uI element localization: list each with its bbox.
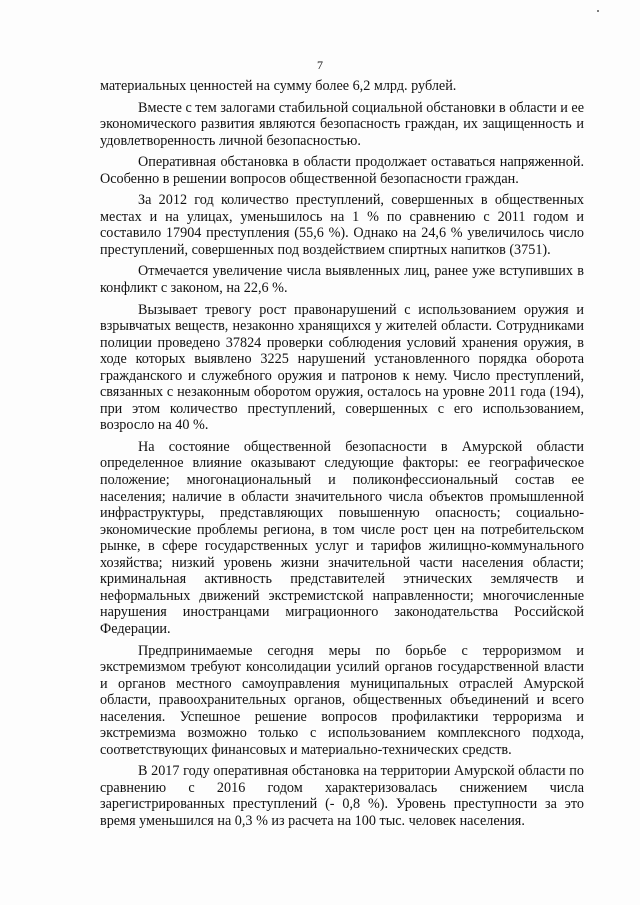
page-number: 7: [317, 58, 323, 72]
paragraph-2: Вместе с тем залогами стабильной социальной обстановки в области и ее экономического развития являются безопасность граждан, их защищенность и удовлетворенность личной безопасностью.: [100, 99, 584, 149]
paragraph-8: Предпринимаемые сегодня меры по борьбе с терроризмом и экстремизмом требуют консолидации усилий органов государственной власти и органов местного самоуправления муниципальных отраслей Амурской области, правоохранительных органов, общественных объединений и всего населения. Успешное решение вопросов профилактики терроризма и экстремизма возможно только с использованием комплексного подхода, соответствующих финансовых и материально-технических средств.: [100, 642, 584, 758]
paragraph-6: Вызывает тревогу рост правонарушений с использованием оружия и взрывчатых веществ, незаконно хранящихся у жителей области. Сотрудниками полиции проведено 37824 проверки соблюдения условий хранения оружия, в ходе которых выявлено 3225 нарушений установленного порядка оборота гражданского и служебного оружия и патронов к нему. Число преступлений, связанных с незаконным оборотом оружия, осталось на уровне 2011 года (194), при этом количество преступлений, совершенных с его использованием, возросло на 40 %.: [100, 301, 584, 434]
paragraph-9: В 2017 году оперативная обстановка на территории Амурской области по сравнению с 2016 годом характеризовалась снижением числа зарегистрированных преступлений (- 0,8 %). Уровень преступности за это время уменьшился на 0,3 % из расчета на 100 тыс. человек населения.: [100, 763, 584, 829]
paragraph-5: Отмечается увеличение числа выявленных лиц, ранее уже вступивших в конфликт с законом, на 22,6 %.: [100, 263, 584, 297]
paragraph-3: Оперативная обстановка в области продолжает оставаться напряженной. Особенно в решении вопросов общественной безопасности граждан.: [100, 154, 584, 187]
scan-speck: [597, 10, 599, 12]
paragraph-7: На состояние общественной безопасности в Амурской области определенное влияние оказывают следующие факторы: ее географическое положение; многонациональный и поликонфессиональный состав ее населения; наличие в области значительного числа объектов промышленной инфраструктуры, представляющих повышенную опасность; социально-экономические проблемы региона, в том числе рост цен на потребительском рынке, в сфере государственных услуг и тарифов жилищно-коммунального хозяйства; низкий уровень жизни значительной части населения области; криминальная активность представителей этнических землячеств и неформальных движений экстремистской направленности; многочисленные нарушения иностранцами миграционного законодательства Российской Федерации.: [100, 438, 584, 637]
body-text: [100, 78, 584, 835]
paragraph-4: За 2012 год количество преступлений, совершенных в общественных местах и на улицах, уменьшилось на 1 % по сравнению с 2011 годом и составило 17904 преступления (55,6 %). Однако на 24,6 % увеличилось число преступлений, совершенных под воздействием спиртных напитков (3751).: [100, 192, 584, 258]
paragraph-1: материальных ценностей на сумму более 6,2 млрд. рублей.: [100, 78, 457, 94]
